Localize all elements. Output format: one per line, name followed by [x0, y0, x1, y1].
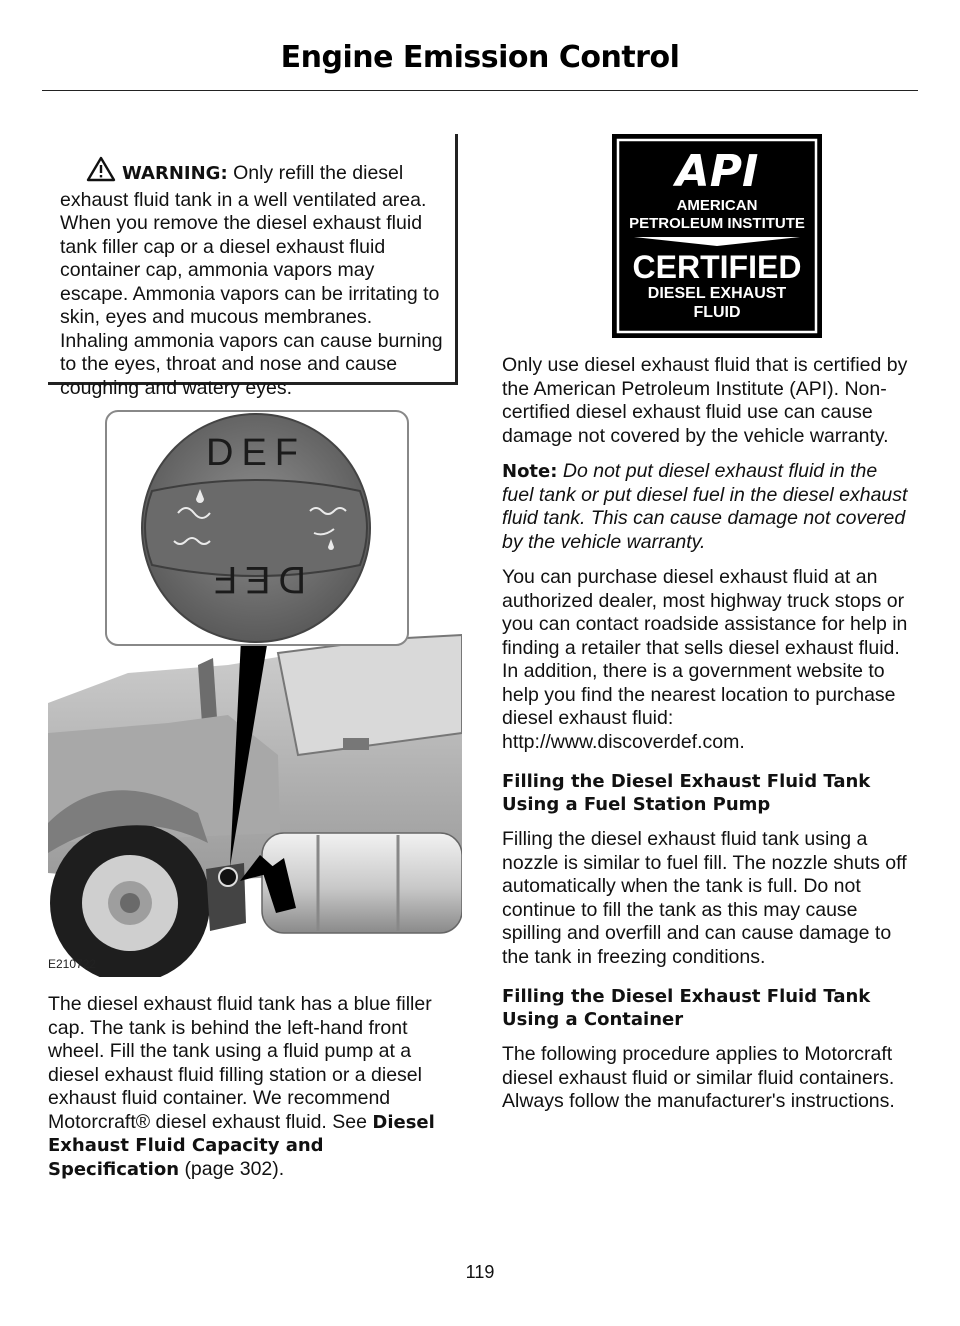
- purchase-paragraph: [502, 566, 914, 754]
- left-column: [48, 134, 458, 1193]
- badge-line-1: AMERICAN: [676, 197, 758, 214]
- section-heading-fuel-pump: Filling the Diesel Exhaust Fluid Tank Using a Fuel Station Pump: [502, 771, 871, 815]
- warning-text: Only refill the diesel exhaust fluid tank in a well ventilated area. When you remove the diesel exhaust fluid tank filler cap or a diesel exhaust fluid container cap, ammonia vapors may escape. Ammonia vapors can be irritating to skin, eyes and mucous membranes. Inhaling ammonia vapors can cause burning to the eyes, throat and nose and cause coughing and watery eyes.: [60, 162, 443, 399]
- page-reference: (page 302).: [184, 1157, 285, 1180]
- note-text: Do not put diesel exhaust fluid in the fuel tank or put diesel fuel in the diesel exhaust fluid tank. This can cause damage not covered by the vehicle warranty.: [502, 460, 908, 553]
- cap-label-top: DEF: [206, 432, 306, 474]
- warning-label: WARNING:: [122, 163, 228, 184]
- title-divider: [42, 90, 918, 91]
- figure-id: E210722: [48, 957, 97, 971]
- api-certification-paragraph: Only use diesel exhaust fluid that is certified by the American Petroleum Institute (API). Non-certified diesel exhaust fluid use can cause damage not covered by the vehicle warranty.: [502, 354, 908, 447]
- capacity-spec-link[interactable]: Diesel Exhaust Fluid Capacity and Specification: [48, 1111, 435, 1180]
- section-heading-container: Filling the Diesel Exhaust Fluid Tank Using a Container: [502, 986, 871, 1030]
- page-title: Engine Emission Control: [280, 40, 680, 75]
- api-certified-badge: [612, 134, 822, 338]
- fuel-pump-paragraph: Filling the diesel exhaust fluid tank using a nozzle is similar to fuel fill. The nozzle shuts off automatically when the tank is full. Do not continue to fill the tank as this may cause spilling and overfill and can cause damage to the tank in freezing conditions.: [502, 828, 907, 968]
- cap-label-bottom: DEF: [206, 558, 306, 600]
- container-paragraph: The following procedure applies to Motorcraft diesel exhaust fluid or similar fluid containers. Always follow the manufacturer's instructions.: [502, 1043, 895, 1112]
- def-tank-text: The diesel exhaust fluid tank has a blue filler cap. The tank is behind the left-hand front wheel. Fill the tank using a fluid pump at a diesel exhaust fluid filling station or a diesel exhaust fluid container. We recommend Motorcraft® diesel exhaust fluid. See: [48, 993, 432, 1133]
- note-paragraph: [502, 460, 914, 554]
- right-column: [502, 134, 914, 1126]
- page-number: 119: [465, 1262, 495, 1282]
- def-tank-paragraph: [48, 993, 458, 1181]
- badge-line-4: DIESEL EXHAUST: [647, 285, 787, 302]
- warning-triangle-icon: [86, 156, 116, 189]
- badge-arrow: [634, 237, 800, 246]
- discoverdef-link[interactable]: http://www.discoverdef.com.: [502, 730, 745, 753]
- def-filler-figure: [48, 403, 462, 977]
- truck-illustration: [48, 403, 462, 977]
- badge-line-3: CERTIFIED: [632, 249, 802, 285]
- note-label: Note:: [502, 461, 558, 482]
- warning-box: [48, 134, 458, 399]
- badge-line-5: FLUID: [693, 304, 741, 321]
- purchase-text: You can purchase diesel exhaust fluid at an authorized dealer, most highway truck stops or you can contact roadside assistance for help in finding a retailer that sells diesel exhaust fluid. In addition, there is a government website to help you find the nearest location to purchase diesel exhaust fluid:: [502, 566, 908, 729]
- badge-line-2: PETROLEUM INSTITUTE: [629, 215, 805, 232]
- api-logo: API: [675, 146, 759, 197]
